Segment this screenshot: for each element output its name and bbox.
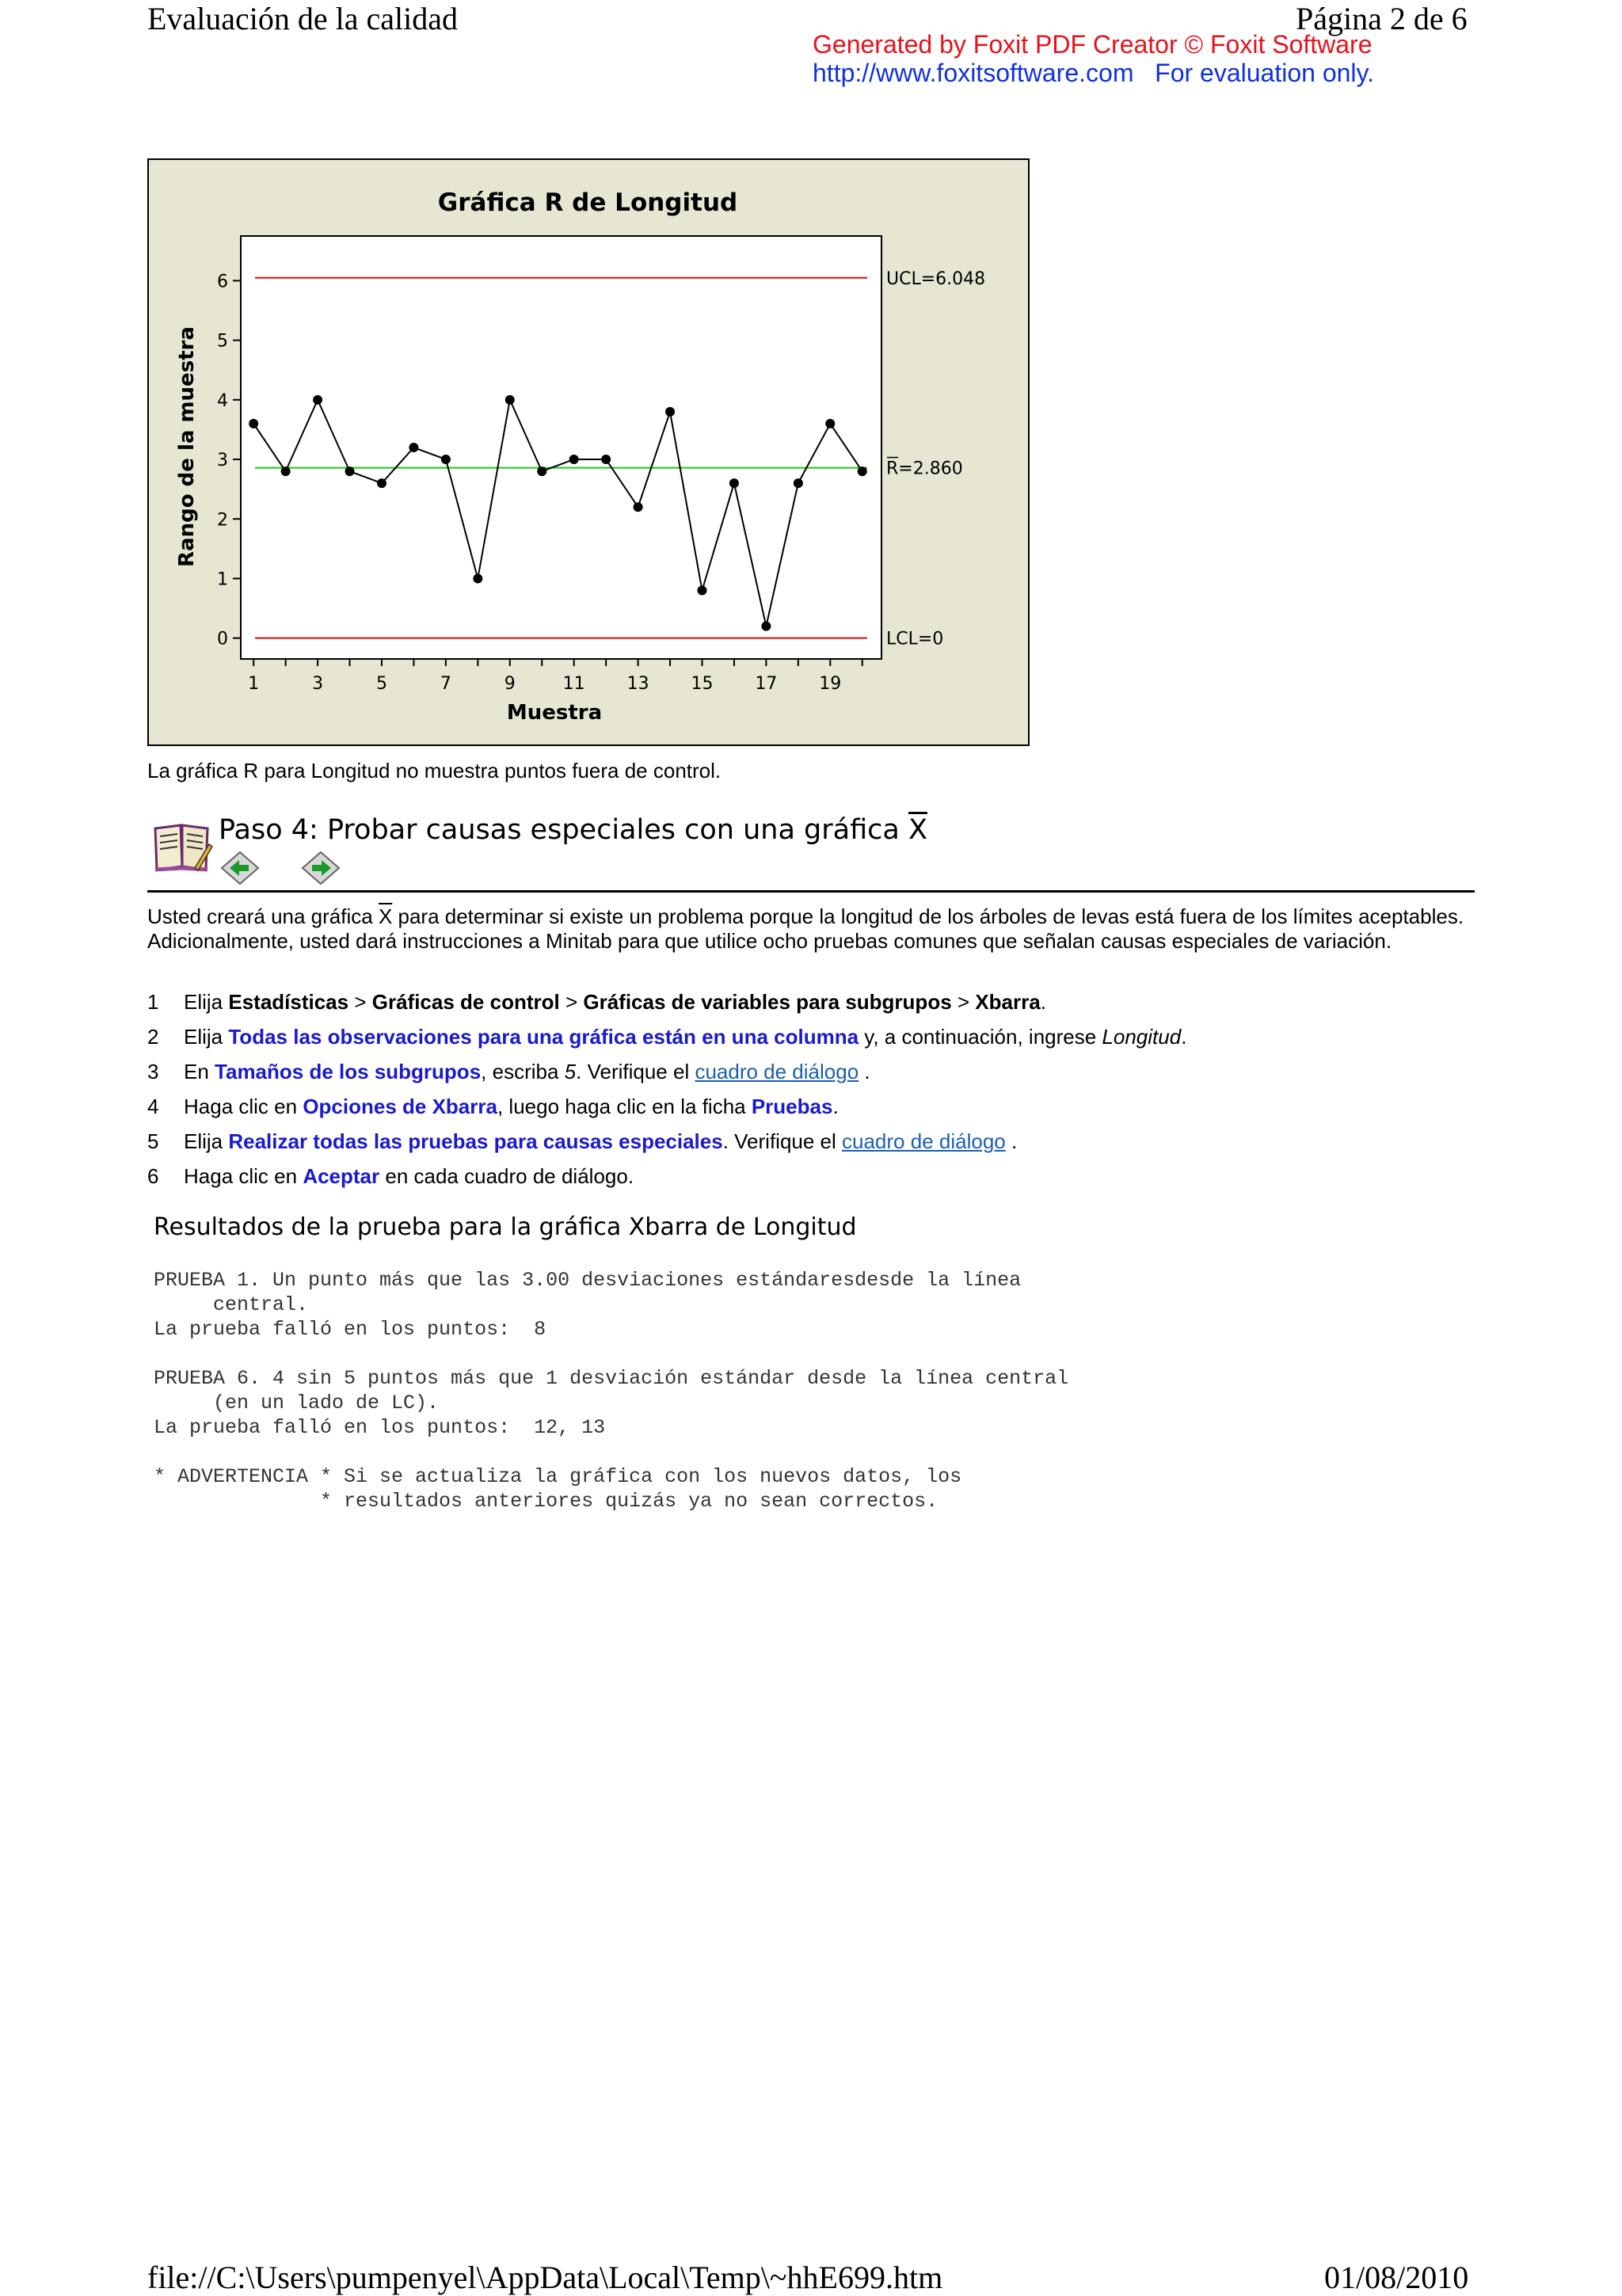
step-item-5: 5 Elija Realizar todas las pruebas para causas especiales. Verifique el cuadro de diálogo . <box>147 1129 1018 1153</box>
x-tick-label: 1 <box>248 674 260 694</box>
watermark-note: For evaluation only. <box>1155 59 1375 87</box>
dialog-link-2[interactable]: cuadro de diálogo <box>842 1129 1006 1153</box>
footer-date: 01/08/2010 <box>1324 2260 1469 2295</box>
data-point <box>441 455 451 464</box>
data-point <box>761 622 771 631</box>
x-tick-label: 17 <box>755 674 778 694</box>
data-point <box>345 466 355 476</box>
step-item-6: 6 Haga clic en Aceptar en cada cuadro de diálogo. <box>147 1164 634 1188</box>
x-tick-label: 11 <box>562 674 585 694</box>
y-tick-label: 5 <box>217 331 228 352</box>
ucl-label: UCL=6.048 <box>886 268 986 289</box>
data-point <box>473 573 482 583</box>
x-tick-label: 3 <box>312 674 324 694</box>
data-point <box>249 419 258 428</box>
r-chart-svg <box>149 160 1028 744</box>
dialog-link-1[interactable]: cuadro de diálogo <box>695 1060 859 1083</box>
arrow-left-icon[interactable] <box>220 851 260 885</box>
results-line: La prueba falló en los puntos: 12, 13 <box>154 1416 606 1439</box>
y-tick-label: 2 <box>217 510 228 531</box>
y-tick-label: 1 <box>217 569 228 590</box>
data-point <box>377 478 386 488</box>
data-point <box>569 455 579 464</box>
foxit-watermark <box>813 30 1374 87</box>
data-point <box>313 395 322 405</box>
y-tick-label: 6 <box>217 272 228 292</box>
step-title <box>219 814 927 846</box>
footer-path: file://C:\Users\pumpenyel\AppData\Local\Temp\~hhE699.htm <box>147 2260 943 2295</box>
chart-caption: La gráfica R para Longitud no muestra puntos fuera de control. <box>147 759 722 782</box>
step-item-1: 1 Elija Estadísticas > Gráficas de control > Gráficas de variables para subgrupos > Xbarra. <box>147 990 1046 1014</box>
x-tick-label: 19 <box>819 674 842 694</box>
data-point <box>858 466 867 476</box>
step-divider <box>147 890 1475 893</box>
data-point <box>601 455 611 464</box>
arrow-right-icon[interactable] <box>301 851 341 885</box>
data-point <box>634 502 643 512</box>
results-line: central. <box>154 1293 309 1316</box>
watermark-url[interactable]: http://www.foxitsoftware.com <box>813 59 1134 87</box>
data-point <box>794 478 803 488</box>
x-axis-label: Muestra <box>506 701 603 725</box>
results-line: * resultados anteriores quizás ya no sean correctos. <box>154 1490 939 1513</box>
chart-title: Gráfica R de Longitud <box>437 188 738 217</box>
data-point <box>409 443 418 452</box>
x-tick-label: 13 <box>626 674 649 694</box>
step-title-text: Paso 4: Probar causas especiales con una gráfica <box>219 814 908 846</box>
x-tick-label: 15 <box>691 674 714 694</box>
book-icon <box>152 821 214 874</box>
data-point <box>537 466 546 476</box>
data-point <box>697 586 706 596</box>
step-intro: Usted creará una gráfica $\overline{X}$ para determinar si existe un problema porque la longitud de los árboles de levas está fuera de los límites aceptables. Adicionalmente, usted dará instrucciones a Minitab para que utilice ocho pruebas comunes que señalan causas especiales de variación. <box>147 904 1464 953</box>
watermark-line1: Generated by Foxit PDF Creator © Foxit Software <box>813 30 1373 59</box>
x-tick-label: 9 <box>504 674 516 694</box>
r-chart <box>147 158 1030 746</box>
plot-area <box>241 236 881 659</box>
y-tick-label: 3 <box>217 451 228 471</box>
y-tick-label: 0 <box>217 629 228 649</box>
data-point <box>825 419 835 428</box>
data-point <box>505 395 515 405</box>
watermark-line2 <box>813 59 1374 87</box>
results-line: (en un lado de LC). <box>154 1392 440 1415</box>
results-line: * ADVERTENCIA * Si se actualiza la gráfica con los nuevos datos, los <box>154 1465 962 1488</box>
results-line: La prueba falló en los puntos: 8 <box>154 1318 546 1341</box>
results-line: PRUEBA 1. Un punto más que las 3.00 desviaciones estándaresdesde la línea <box>154 1269 1022 1292</box>
step-item-2: 2 Elija Todas las observaciones para una gráfica están en una columna y, a continuación, ingrese Longitud. <box>147 1025 1187 1049</box>
step-item-3: 3 En Tamaños de los subgrupos, escriba 5. Verifique el cuadro de diálogo . <box>147 1060 870 1083</box>
center-label: R=2.860 <box>886 459 963 479</box>
data-point <box>281 466 291 476</box>
page-number: Página 2 de 6 <box>1296 1 1468 36</box>
x-tick-label: 7 <box>440 674 451 694</box>
xbar-symbol: $\overline{X}$ <box>908 814 927 846</box>
step-item-4: 4 Haga clic en Opciones de Xbarra, luego haga clic en la ficha Pruebas. <box>147 1095 839 1118</box>
data-point <box>729 478 739 488</box>
header-title: Evaluación de la calidad <box>147 1 459 36</box>
y-axis-label: Rango de la muestra <box>175 326 199 567</box>
data-point <box>665 407 675 417</box>
y-tick-label: 4 <box>217 390 228 411</box>
results-line: PRUEBA 6. 4 sin 5 puntos más que 1 desviación estándar desde la línea central <box>154 1367 1069 1390</box>
x-tick-label: 5 <box>375 674 387 694</box>
xbar-symbol-inline: $\overline{X}$ <box>378 904 393 928</box>
results-title: Resultados de la prueba para la gráfica Xbarra de Longitud <box>154 1213 857 1241</box>
lcl-label: LCL=0 <box>886 629 944 649</box>
